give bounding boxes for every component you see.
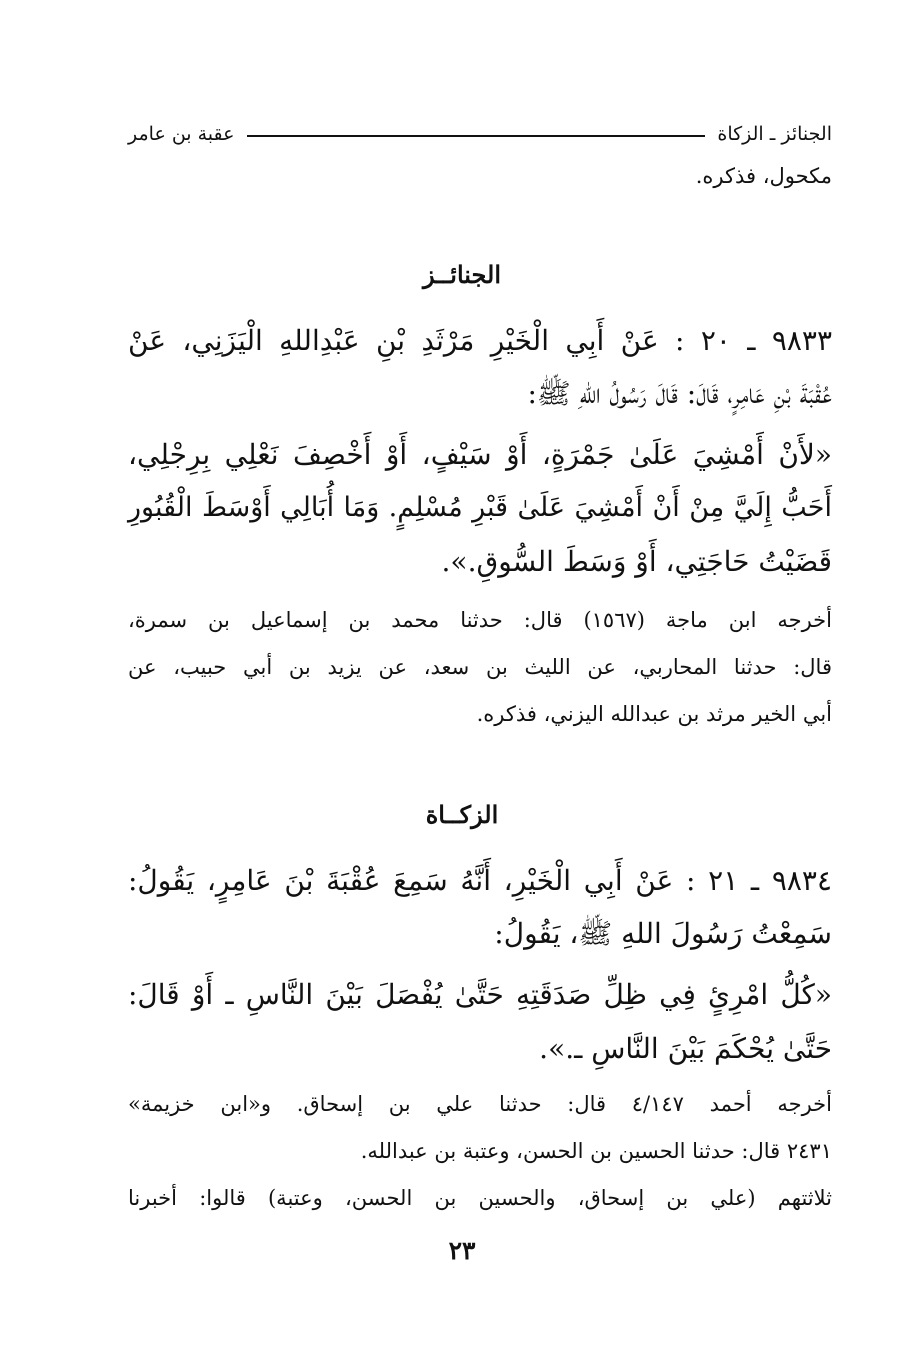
isnad-line: قال: حدثنا المحاربي، عن الليث بن سعد، عن يزيد بن أبي حبيب، عن — [128, 655, 832, 679]
hadith-line: «لأَنْ أَمْشِيَ عَلَىٰ جَمْرَةٍ، أَوْ سَيْفٍ، أَوْ أَخْصِفَ نَعْلِي بِرِجْلِي، — [128, 438, 832, 471]
hadith-line: ٩٨٣٤ ـ ٢١ : عَنْ أَبِي الْخَيْرِ، أَنَّهُ سَمِعَ عُقْبَةَ بْنَ عَامِرٍ، يَقُولُ: — [128, 864, 832, 897]
header-narrator: عقبة بن عامر — [128, 123, 235, 145]
hadith-line: «كُلُّ امْرِئٍ فِي ظِلِّ صَدَقَتِهِ حَتَّىٰ يُفْصَلَ بَيْنَ النَّاسِ ـ أَوْ قَالَ: — [128, 978, 832, 1011]
hadith-line: ٩٨٣٣ ـ ٢٠ : عَنْ أَبِي الْخَيْرِ مَرْثَدِ بْنِ عَبْدِاللهِ الْيَزَنِي، عَنْ — [128, 324, 832, 357]
hadith-line: قَضَيْتُ حَاجَتِي، أَوْ وَسَطَ السُّوقِ.». — [441, 545, 832, 578]
hadith-line: أَحَبُّ إِلَيَّ مِنْ أَنْ أَمْشِيَ عَلَىٰ قَبْرِ مُسْلِمٍ. وَمَا أُبَالِي أَوْسَطَ الْقُبُورِ — [128, 492, 832, 523]
page-number: ٢٣ — [448, 1236, 476, 1265]
isnad-line: ٢٤٣١ قال: حدثنا الحسين بن الحسن، وعتبة بن عبدالله. — [360, 1139, 832, 1163]
running-header — [128, 118, 832, 150]
carry-over-line: مكحول، فذكره. — [695, 164, 832, 188]
hadith-line: عُقْبَةَ بْنِ عَامِرٍ، قَالَ: قَالَ رَسُولُ اللهِ ﷺ: — [527, 377, 832, 410]
header-rule — [247, 135, 706, 137]
section-heading-funerals: الجنائــز — [422, 260, 501, 289]
hadith-line: سَمِعْتُ رَسُولَ اللهِ ﷺ، يَقُولُ: — [494, 917, 832, 950]
section-heading-zakat: الزكــاة — [425, 800, 499, 829]
isnad-line: أبي الخير مرثد بن عبدالله اليزني، فذكره. — [476, 702, 832, 726]
isnad-line: ثلاثتهم (علي بن إسحاق، والحسين بن الحسن، وعتبة) قالوا: أخبرنا — [128, 1186, 832, 1210]
isnad-line: أخرجه ابن ماجة (١٥٦٧) قال: حدثنا محمد بن إسماعيل بن سمرة، — [128, 608, 832, 632]
hadith-line: حَتَّىٰ يُحْكَمَ بَيْنَ النَّاسِ ـ.». — [539, 1032, 832, 1065]
header-topic: الجنائز ـ الزكاة — [717, 123, 832, 145]
isnad-line: أخرجه أحمد ٤/١٤٧ قال: حدثنا علي بن إسحاق. و«ابن خزيمة» — [128, 1092, 832, 1116]
